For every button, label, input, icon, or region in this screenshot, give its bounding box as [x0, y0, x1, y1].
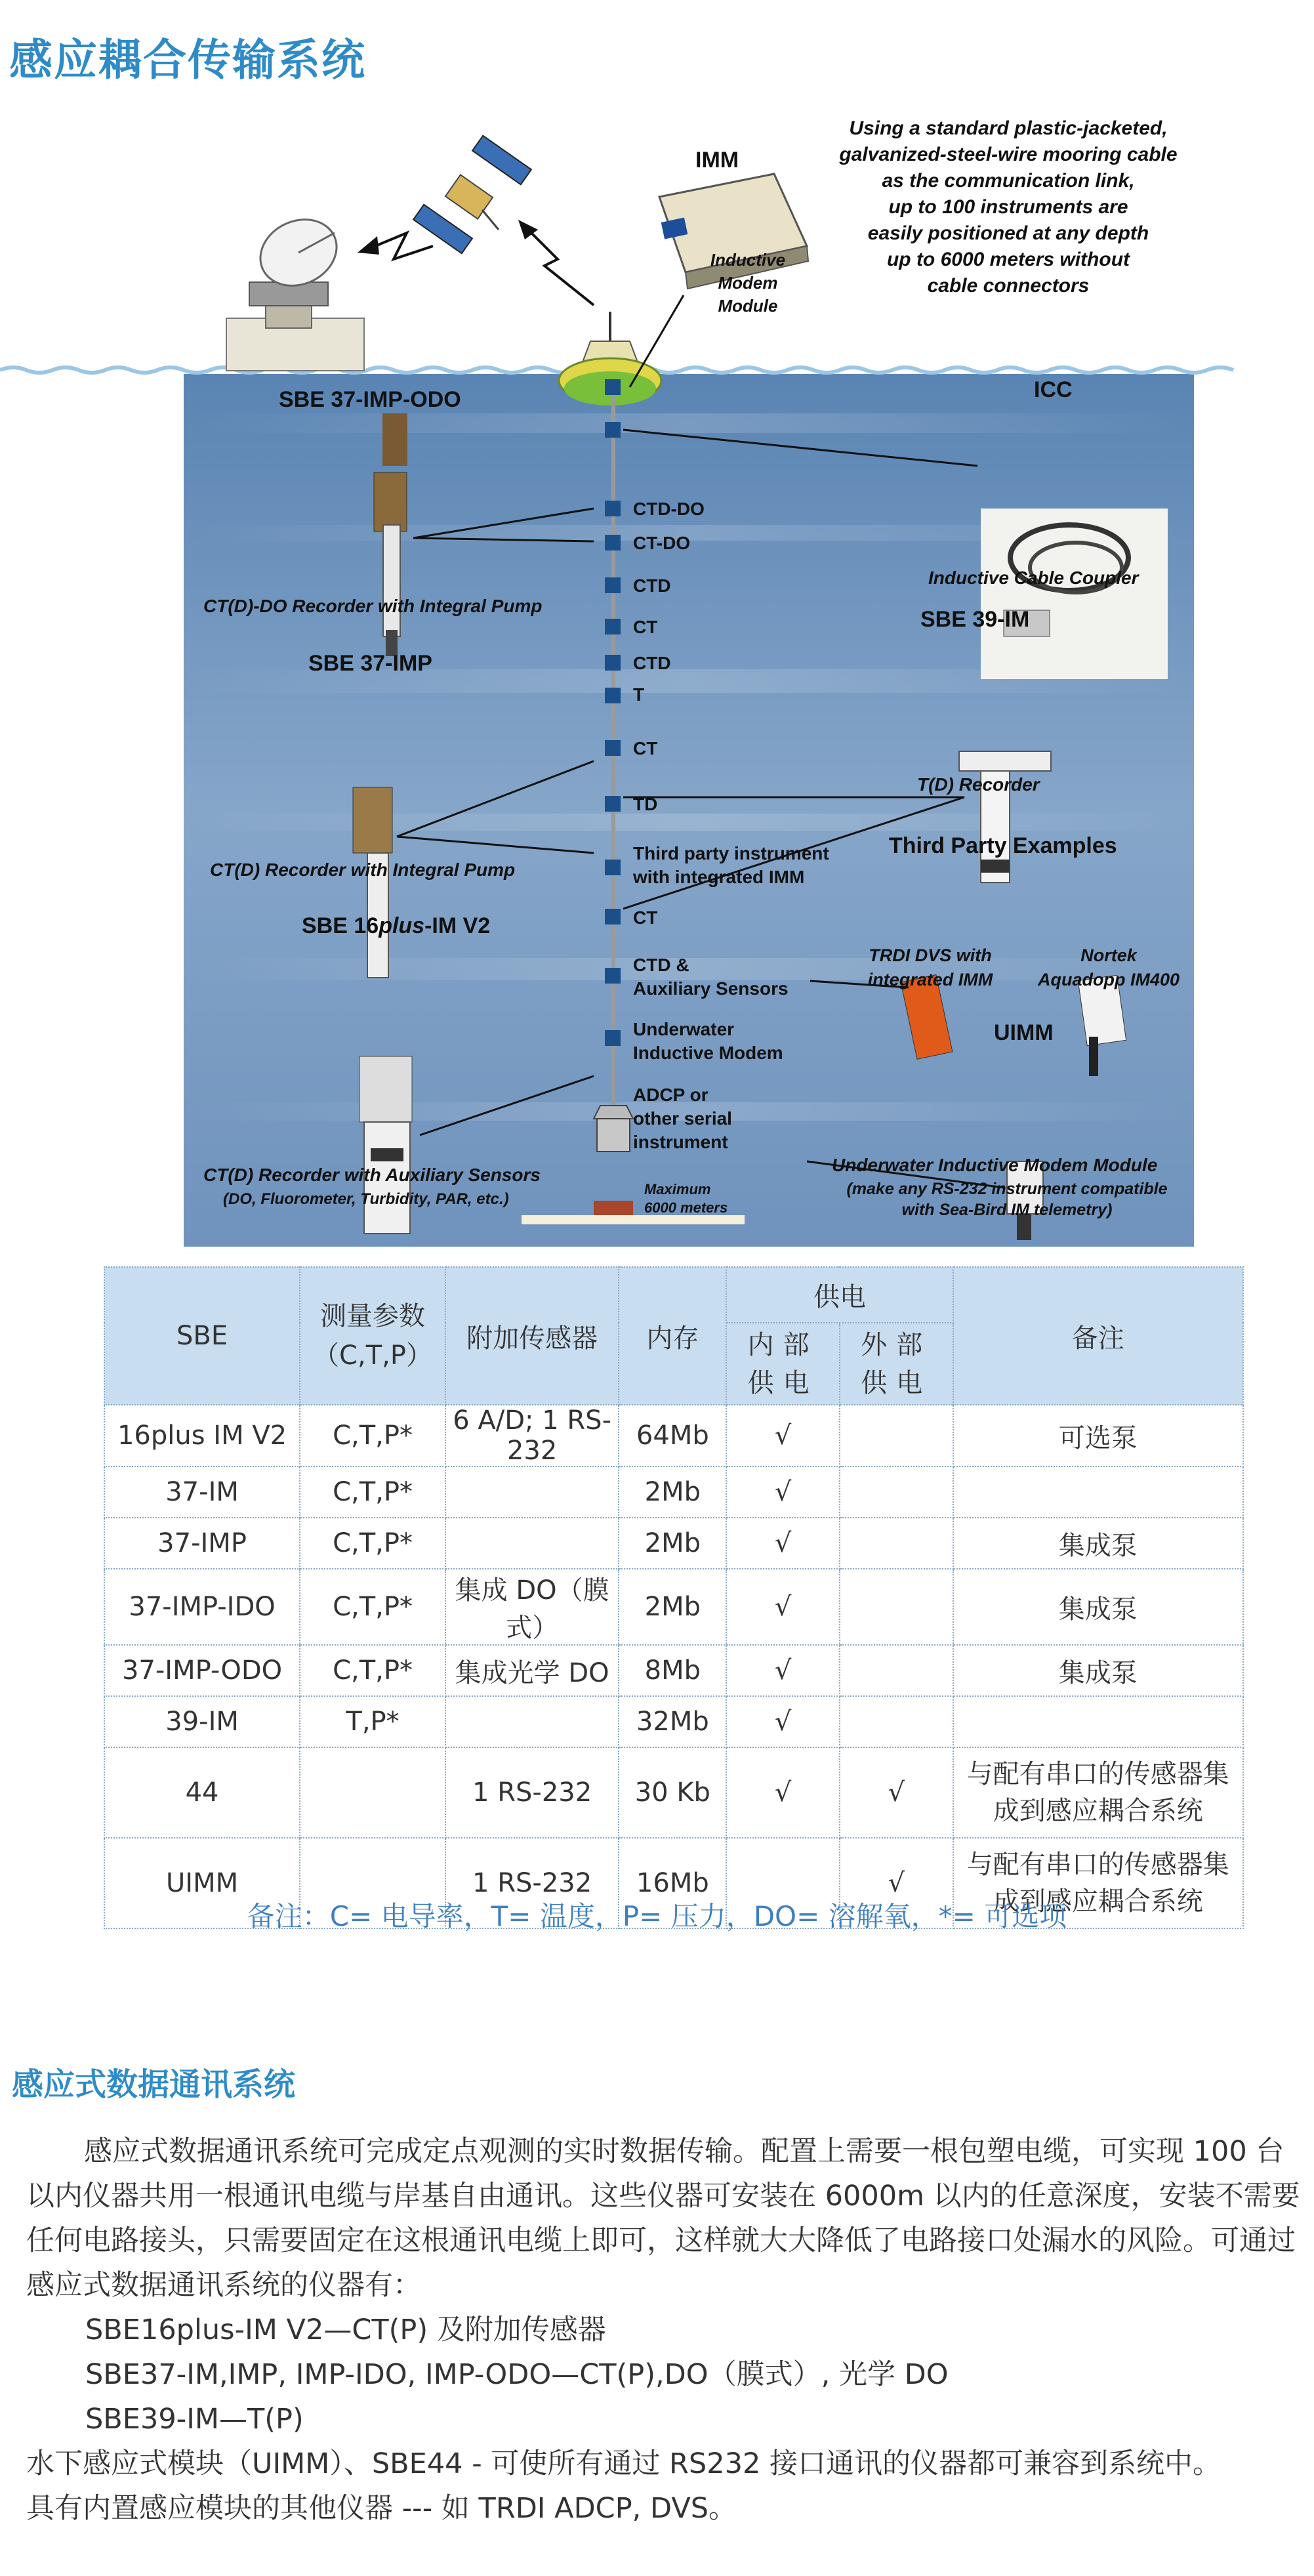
mooring-diagram	[0, 105, 1314, 1247]
cell-params: T,P*	[300, 1696, 445, 1747]
sbe37-imp-caption: CT(D) Recorder with Integral Pump	[210, 860, 516, 880]
cell-params: C,T,P*	[300, 1518, 445, 1569]
cell-remarks: 与配有串口的传感器集成到感应耦合系统	[953, 1838, 1243, 1928]
nortek-caption-1: Nortek	[1080, 945, 1137, 965]
cell-remarks: 与配有串口的传感器集成到感应耦合系统	[953, 1747, 1243, 1838]
label-uim-1: Underwater	[633, 1019, 735, 1039]
label-aux-2: Auxiliary Sensors	[633, 978, 789, 999]
cell-internal: √	[726, 1518, 840, 1569]
label-third-party-1: Third party instrument	[633, 843, 829, 863]
label-ct-do: CT-DO	[633, 533, 691, 553]
buoy-link-arrow	[525, 226, 594, 305]
spec-table	[104, 1266, 1244, 1929]
cell-memory: 8Mb	[619, 1645, 726, 1696]
section-line-other: 具有内置感应模块的其他仪器 --- 如 TRDI ADCP, DVS。	[26, 2492, 737, 2525]
intro-line-6: up to 6000 meters without	[886, 249, 1130, 270]
cell-remarks	[953, 1466, 1243, 1518]
uimm-caption-2: (make any RS-232 instrument compatible	[846, 1180, 1168, 1198]
cell-internal: √	[726, 1696, 840, 1747]
sbe39-title: SBE 39-IM	[920, 607, 1030, 632]
label-ct-2: CT	[633, 738, 658, 758]
cell-external	[840, 1405, 953, 1466]
icc-caption: Inductive Cable Coupler	[928, 568, 1139, 588]
cell-external	[840, 1518, 953, 1569]
cell-params	[300, 1747, 445, 1838]
label-aux-1: CTD &	[633, 955, 689, 975]
uimm-caption-3: with Sea-Bird IM telemetry)	[901, 1201, 1113, 1219]
table-row	[104, 1747, 1243, 1838]
label-max-1: Maximum	[644, 1181, 711, 1197]
cell-external	[840, 1696, 953, 1747]
cell-params: C,T,P*	[300, 1405, 445, 1466]
list-item: SBE39-IM—T(P)	[85, 2403, 304, 2436]
cell-sbe: 44	[104, 1747, 300, 1838]
sbe16-caption-2: (DO, Fluorometer, Turbidity, PAR, etc.)	[223, 1190, 509, 1208]
label-ctd-1: CTD	[633, 575, 671, 596]
cell-memory: 32Mb	[619, 1696, 726, 1747]
table-row	[104, 1645, 1243, 1696]
cell-external: √	[840, 1838, 953, 1928]
table-note: 备注：C= 电导率，T= 温度，P= 压力，DO= 溶解氧，*= 可选项	[247, 1900, 1067, 1932]
sbe37-imp-title: SBE 37-IMP	[308, 651, 432, 676]
imm-caption-2: Modem	[718, 273, 778, 293]
nortek-caption-2: Aquadopp IM400	[1037, 970, 1180, 989]
satellite-icon	[413, 136, 531, 254]
anchor-weight	[594, 1201, 633, 1215]
sbe37-imp-odo-caption: CT(D)-DO Recorder with Integral Pump	[203, 596, 543, 616]
cell-sensors: 6 A/D; 1 RS-232	[445, 1405, 619, 1466]
cell-internal: √	[726, 1645, 840, 1696]
cell-memory: 2Mb	[619, 1569, 726, 1645]
sbe16-caption: CT(D) Recorder with Auxiliary Sensors	[203, 1165, 541, 1185]
header-memory: 内存	[619, 1267, 726, 1405]
cell-sbe: 37-IMP	[104, 1518, 300, 1569]
cell-memory: 16Mb	[619, 1838, 726, 1928]
cell-external: √	[840, 1747, 953, 1838]
downlink-arrowhead	[358, 236, 379, 255]
trdi-caption-1: TRDI DVS with	[869, 945, 992, 965]
sbe39-caption: T(D) Recorder	[917, 774, 1040, 795]
imm-title: IMM	[695, 148, 739, 173]
sbe16-title: SBE 16plus-IM V2	[302, 913, 491, 938]
cell-external	[840, 1466, 953, 1518]
cell-sensors: 1 RS-232	[445, 1747, 619, 1838]
intro-line-1: Using a standard plastic-jacketed,	[849, 117, 1168, 139]
cell-params: C,T,P*	[300, 1645, 445, 1696]
table-row	[104, 1518, 1243, 1569]
label-t: T	[633, 684, 645, 705]
cell-internal: √	[726, 1405, 840, 1466]
cell-sbe: UIMM	[104, 1838, 300, 1928]
table-row	[104, 1405, 1243, 1466]
shore-station-icon	[226, 207, 364, 371]
intro-line-2: galvanized-steel-wire mooring cable	[839, 144, 1178, 165]
label-adcp-2: other serial	[633, 1108, 732, 1129]
table-row	[104, 1696, 1243, 1747]
cell-sbe: 16plus IM V2	[104, 1405, 300, 1466]
cell-remarks: 可选泵	[953, 1405, 1243, 1466]
imm-caption-1: Inductive	[710, 250, 786, 270]
section-title: 感应式数据通讯系统	[12, 2066, 296, 2103]
cell-sensors: 集成光学 DO	[445, 1645, 619, 1696]
label-uim-2: Inductive Modem	[633, 1043, 783, 1063]
cell-sensors: 1 RS-232	[445, 1838, 619, 1928]
label-max-2: 6000 meters	[644, 1199, 728, 1216]
imm-module-image	[659, 174, 808, 289]
cell-params: C,T,P*	[300, 1466, 445, 1518]
cell-internal: √	[726, 1466, 840, 1518]
table-row	[104, 1466, 1243, 1518]
header-power: 供电	[726, 1267, 953, 1323]
cell-sensors: 集成 DO（膜式）	[445, 1569, 619, 1645]
header-sbe: SBE	[104, 1267, 300, 1405]
cell-remarks: 集成泵	[953, 1518, 1243, 1569]
header-sensors: 附加传感器	[445, 1267, 619, 1405]
label-ctd-do: CTD-DO	[633, 499, 705, 519]
intro-line-5: easily positioned at any depth	[867, 222, 1149, 244]
diagram-svg	[0, 105, 1314, 1247]
cell-external	[840, 1645, 953, 1696]
cell-memory: 2Mb	[619, 1466, 726, 1518]
cell-sbe: 39-IM	[104, 1696, 300, 1747]
list-item: SBE37-IM,IMP, IMP-IDO, IMP-ODO—CT(P),DO（膜式）, 光学 DO	[85, 2358, 949, 2391]
icc-cable-coupler-image	[981, 509, 1168, 679]
label-ctd-2: CTD	[633, 653, 671, 673]
trdi-caption-2: integrated IMM	[867, 970, 993, 989]
list-item: SBE16plus-IM V2—CT(P) 及附加传感器	[85, 2314, 606, 2346]
table-row	[104, 1569, 1243, 1645]
icc-title: ICC	[1034, 377, 1073, 402]
imm-caption-3: Module	[718, 296, 778, 316]
section-paragraph: 感应式数据通讯系统可完成定点观测的实时数据传输。配置上需要一根包塑电缆，可实现 100 台以内仪器共用一根通讯电缆与岸基自由通讯。这些仪器可安装在 6000m 以内的任意深度，安装不需要任何电路接头，只需要固定在这根通讯电缆上即可，这样就大大降低了电路接口处漏水的风险。可通过感应式数据通讯系统的仪器有：	[26, 2135, 1300, 2302]
cell-sensors	[445, 1466, 619, 1518]
cell-remarks: 集成泵	[953, 1645, 1243, 1696]
header-remarks: 备注	[953, 1267, 1243, 1405]
section-body	[26, 2129, 1305, 2531]
header-internal: 内部供电	[726, 1323, 840, 1405]
label-td: TD	[633, 794, 658, 814]
section-line-uimm: 水下感应式模块（UIMM）、SBE44 - 可使所有通过 RS232 接口通讯的仪器都可兼容到系统中。	[26, 2447, 1221, 2480]
cell-remarks	[953, 1696, 1243, 1747]
label-adcp-3: instrument	[633, 1132, 728, 1152]
label-adcp-1: ADCP or	[633, 1085, 708, 1105]
cell-sensors	[445, 1696, 619, 1747]
cell-remarks: 集成泵	[953, 1569, 1243, 1645]
cell-internal: √	[726, 1569, 840, 1645]
page-title: 感应耦合传输系统	[9, 35, 366, 85]
cell-memory: 30 Kb	[619, 1747, 726, 1838]
third-party-title: Third Party Examples	[889, 833, 1117, 858]
uimm-title: UIMM	[994, 1020, 1054, 1045]
cell-sensors	[445, 1518, 619, 1569]
cell-params: C,T,P*	[300, 1569, 445, 1645]
uimm-caption: Underwater Inductive Modem Module	[832, 1155, 1158, 1175]
cell-memory: 64Mb	[619, 1405, 726, 1466]
seafloor	[522, 1215, 745, 1224]
label-third-party-2: with integrated IMM	[633, 867, 805, 887]
label-ct-1: CT	[633, 617, 658, 637]
header-external: 外部供电	[840, 1323, 953, 1405]
label-ct-3: CT	[633, 907, 658, 928]
cell-external	[840, 1569, 953, 1645]
intro-line-4: up to 100 instruments are	[888, 196, 1128, 218]
intro-line-3: as the communication link,	[882, 170, 1135, 192]
cell-sbe: 37-IMP-IDO	[104, 1569, 300, 1645]
cell-internal: √	[726, 1747, 840, 1838]
cell-sbe: 37-IMP-ODO	[104, 1645, 300, 1696]
header-params: 测量参数（C,T,P）	[300, 1267, 445, 1405]
intro-line-7: cable connectors	[927, 275, 1090, 297]
adcp-instrument-icon	[594, 1106, 633, 1152]
cell-sbe: 37-IM	[104, 1466, 300, 1518]
sbe37-imp-odo-title: SBE 37-IMP-ODO	[279, 387, 461, 412]
cell-memory: 2Mb	[619, 1518, 726, 1569]
